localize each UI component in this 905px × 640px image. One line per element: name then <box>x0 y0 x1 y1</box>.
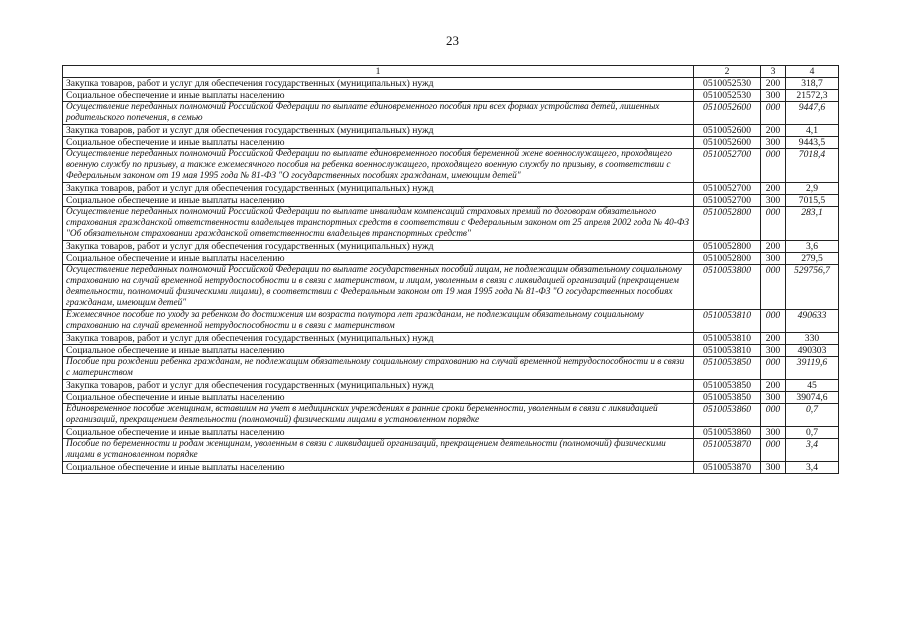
row-sum: 318,7 <box>786 78 839 90</box>
header-name: 1 <box>63 66 694 78</box>
row-vr: 300 <box>761 195 786 207</box>
table-row <box>63 392 839 404</box>
row-code: 0510053810 <box>694 333 761 345</box>
row-vr: 200 <box>761 183 786 195</box>
row-code: 0510052800 <box>694 253 761 265</box>
row-sum: 529756,7 <box>786 265 839 310</box>
header-sum: 4 <box>786 66 839 78</box>
table-row <box>63 102 839 125</box>
row-code: 0510052700 <box>694 183 761 195</box>
row-sum: 21572,3 <box>786 90 839 102</box>
row-name: Осуществление переданных полномочий Российской Федерации по выплате единовременного пособия беременной жене военнослужащего, проходящего военную службу по призыву, а также ежемесячного пособия на ребенка военнослужащего, проходящего военную службу по призыву, в соответствии с Федеральным законом от 19 мая 1995 года № 81-ФЗ "О государственных пособиях гражданам, имеющим детей" <box>63 149 694 183</box>
row-name: Социальное обеспечение и иные выплаты населению <box>63 137 694 149</box>
row-vr: 000 <box>761 357 786 380</box>
row-name: Социальное обеспечение и иные выплаты населению <box>63 427 694 439</box>
row-vr: 200 <box>761 241 786 253</box>
row-sum: 7015,5 <box>786 195 839 207</box>
row-vr: 200 <box>761 78 786 90</box>
row-code: 0510052530 <box>694 78 761 90</box>
table-row <box>63 333 839 345</box>
row-code: 0510052800 <box>694 207 761 241</box>
row-sum: 2,9 <box>786 183 839 195</box>
table-row <box>63 439 839 462</box>
row-name: Пособие по беременности и родам женщинам, уволенным в связи с ликвидацией организаций, прекращением деятельности (полномочий) физическими лицами в установленном порядке <box>63 439 694 462</box>
table-row <box>63 207 839 241</box>
row-sum: 39119,6 <box>786 357 839 380</box>
row-vr: 000 <box>761 149 786 183</box>
table-row <box>63 125 839 137</box>
row-name: Социальное обеспечение и иные выплаты населению <box>63 392 694 404</box>
row-name: Закупка товаров, работ и услуг для обеспечения государственных (муниципальных) нужд <box>63 241 694 253</box>
row-vr: 000 <box>761 404 786 427</box>
row-vr: 000 <box>761 102 786 125</box>
row-name: Осуществление переданных полномочий Российской Федерации по выплате государственных пособий лицам, не подлежащим обязательному социальному страхованию на случай временной нетрудоспособности и в связи с материнством, и лицам, уволенным в связи с ликвидацией организаций (прекращением деятельности, полномочий физическими лицами), в соответствии с Федеральным законом от 19 мая 1995 года № 81-ФЗ "О государственных пособиях гражданам, имеющим детей" <box>63 265 694 310</box>
table-row <box>63 253 839 265</box>
table-row <box>63 195 839 207</box>
table-body <box>63 78 839 474</box>
row-vr: 300 <box>761 253 786 265</box>
table-row <box>63 380 839 392</box>
row-sum: 3,4 <box>786 462 839 474</box>
row-code: 0510053860 <box>694 404 761 427</box>
row-name: Социальное обеспечение и иные выплаты населению <box>63 90 694 102</box>
row-code: 0510053810 <box>694 310 761 333</box>
row-code: 0510052600 <box>694 102 761 125</box>
row-vr: 000 <box>761 439 786 462</box>
table-row <box>63 78 839 90</box>
row-sum: 279,5 <box>786 253 839 265</box>
table-row <box>63 90 839 102</box>
row-sum: 7018,4 <box>786 149 839 183</box>
row-code: 0510053850 <box>694 357 761 380</box>
row-sum: 3,4 <box>786 439 839 462</box>
row-sum: 9443,5 <box>786 137 839 149</box>
table-row <box>63 462 839 474</box>
table-row <box>63 310 839 333</box>
row-vr: 000 <box>761 207 786 241</box>
row-vr: 000 <box>761 310 786 333</box>
row-name: Социальное обеспечение и иные выплаты населению <box>63 345 694 357</box>
row-vr: 200 <box>761 380 786 392</box>
row-vr: 300 <box>761 345 786 357</box>
row-vr: 300 <box>761 462 786 474</box>
row-code: 0510052530 <box>694 90 761 102</box>
row-name: Закупка товаров, работ и услуг для обеспечения государственных (муниципальных) нужд <box>63 380 694 392</box>
row-vr: 200 <box>761 333 786 345</box>
row-sum: 0,7 <box>786 404 839 427</box>
row-code: 0510053810 <box>694 345 761 357</box>
row-code: 0510053870 <box>694 439 761 462</box>
row-code: 0510052600 <box>694 137 761 149</box>
row-sum: 283,1 <box>786 207 839 241</box>
row-vr: 000 <box>761 265 786 310</box>
row-sum: 330 <box>786 333 839 345</box>
row-vr: 300 <box>761 90 786 102</box>
row-sum: 3,6 <box>786 241 839 253</box>
budget-table <box>62 65 839 474</box>
row-name: Ежемесячное пособие по уходу за ребенком до достижения им возраста полутора лет гражданам, не подлежащим обязательному социальному страхованию на случай временной нетрудоспособности и в связи с материнством <box>63 310 694 333</box>
row-name: Пособие при рождении ребенка гражданам, не подлежащим обязательному социальному страхованию на случай временной нетрудоспособности и в связи с материнством <box>63 357 694 380</box>
row-sum: 490633 <box>786 310 839 333</box>
row-code: 0510052600 <box>694 125 761 137</box>
row-name: Социальное обеспечение и иные выплаты населению <box>63 253 694 265</box>
table-row <box>63 427 839 439</box>
row-sum: 39074,6 <box>786 392 839 404</box>
header-code: 2 <box>694 66 761 78</box>
row-name: Социальное обеспечение и иные выплаты населению <box>63 462 694 474</box>
table-row <box>63 404 839 427</box>
row-code: 0510053800 <box>694 265 761 310</box>
table-row <box>63 265 839 310</box>
table-row <box>63 137 839 149</box>
row-vr: 300 <box>761 427 786 439</box>
row-name: Закупка товаров, работ и услуг для обеспечения государственных (муниципальных) нужд <box>63 333 694 345</box>
row-code: 0510052800 <box>694 241 761 253</box>
row-name: Закупка товаров, работ и услуг для обеспечения государственных (муниципальных) нужд <box>63 183 694 195</box>
row-sum: 0,7 <box>786 427 839 439</box>
header-vr: 3 <box>761 66 786 78</box>
row-name: Единовременное пособие женщинам, вставшим на учет в медицинских учреждениях в ранние сроки беременности, уволенным в связи с ликвидацией организаций, прекращением деятельности (полномочий) физическими лицами в установленном порядке <box>63 404 694 427</box>
row-sum: 45 <box>786 380 839 392</box>
row-code: 0510053870 <box>694 462 761 474</box>
row-vr: 300 <box>761 137 786 149</box>
row-code: 0510052700 <box>694 149 761 183</box>
row-sum: 4,1 <box>786 125 839 137</box>
row-sum: 9447,6 <box>786 102 839 125</box>
row-code: 0510053860 <box>694 427 761 439</box>
row-name: Закупка товаров, работ и услуг для обеспечения государственных (муниципальных) нужд <box>63 125 694 137</box>
table-row <box>63 357 839 380</box>
table-row <box>63 345 839 357</box>
row-code: 0510053850 <box>694 392 761 404</box>
row-code: 0510053850 <box>694 380 761 392</box>
row-name: Осуществление переданных полномочий Российской Федерации по выплате единовременного пособия при всех формах устройства детей, лишенных родительского попечения, в семью <box>63 102 694 125</box>
table-row <box>63 241 839 253</box>
row-vr: 200 <box>761 125 786 137</box>
row-name: Социальное обеспечение и иные выплаты населению <box>63 195 694 207</box>
row-sum: 490303 <box>786 345 839 357</box>
row-name: Закупка товаров, работ и услуг для обеспечения государственных (муниципальных) нужд <box>63 78 694 90</box>
row-name: Осуществление переданных полномочий Российской Федерации по выплате инвалидам компенсаций страховых премий по договорам обязательного страхования гражданской ответственности владельцев транспортных средств в соответствии с Федеральным законом от 25 апреля 2002 года № 40-ФЗ "Об обязательном страховании гражданской ответственности владельцев транспортных средств" <box>63 207 694 241</box>
row-code: 0510052700 <box>694 195 761 207</box>
table-row <box>63 149 839 183</box>
table-row <box>63 183 839 195</box>
row-vr: 300 <box>761 392 786 404</box>
page-number: 23 <box>446 33 459 48</box>
table-header-row <box>63 66 839 78</box>
